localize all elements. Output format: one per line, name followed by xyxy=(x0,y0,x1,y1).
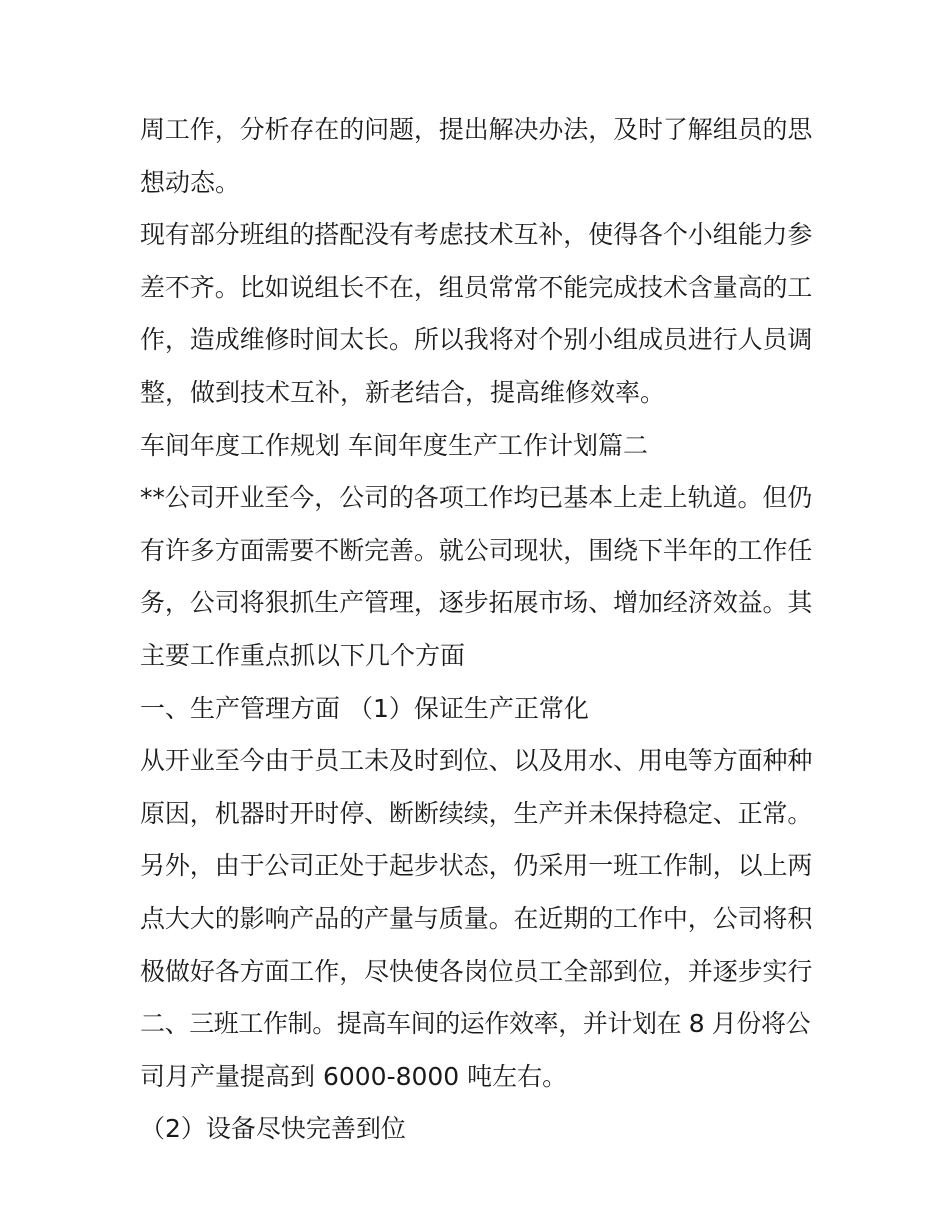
paragraph-line: 作，造成维修时间太长。所以我将对个别小组成员进行人员调 xyxy=(140,325,813,355)
paragraph-line: 现有部分班组的搭配没有考虑技术互补，使得各个小组能力参 xyxy=(140,220,813,250)
section-heading: （2）设备尽快完善到位 xyxy=(140,1114,406,1144)
paragraph-line: 差不齐。比如说组长不在，组员常常不能完成技术含量高的工 xyxy=(140,272,813,302)
paragraph-line: 务，公司将狠抓生产管理，逐步拓展市场、增加经济效益。其 xyxy=(140,588,813,618)
document-page xyxy=(140,104,812,1156)
section-heading: 一、生产管理方面 （1）保证生产正常化 xyxy=(140,693,589,723)
paragraph-line: 想动态。 xyxy=(140,167,241,197)
paragraph-line: 整，做到技术互补，新老结合，提高维修效率。 xyxy=(140,377,666,407)
paragraph-line: 主要工作重点抓以下几个方面 xyxy=(140,640,466,670)
paragraph-line: 另外，由于公司正处于起步状态，仍采用一班工作制，以上两 xyxy=(140,851,813,881)
paragraph-line: 有许多方面需要不断完善。就公司现状，围绕下半年的工作任 xyxy=(140,535,813,565)
paragraph-line: 司月产量提高到 6000-8000 吨左右。 xyxy=(140,1061,568,1091)
paragraph-line: **公司开业至今，公司的各项工作均已基本上走上轨道。但仍 xyxy=(140,483,813,513)
paragraph-line: 原因，机器时开时停、断断续续，生产并未保持稳定、正常。 xyxy=(140,798,813,828)
paragraph-line: 极做好各方面工作，尽快使各岗位员工全部到位，并逐步实行 xyxy=(140,956,813,986)
paragraph-line: 点大大的影响产品的产量与质量。在近期的工作中，公司将积 xyxy=(140,903,813,933)
paragraph-line: 二、三班工作制。提高车间的运作效率，并计划在 8 月份将公 xyxy=(140,1009,811,1039)
paragraph-line: 从开业至今由于员工未及时到位、以及用水、用电等方面种种 xyxy=(140,746,813,776)
section-heading: 车间年度工作规划 车间年度生产工作计划篇二 xyxy=(140,430,648,460)
paragraph-line: 周工作，分析存在的问题，提出解决办法，及时了解组员的思 xyxy=(140,115,813,144)
